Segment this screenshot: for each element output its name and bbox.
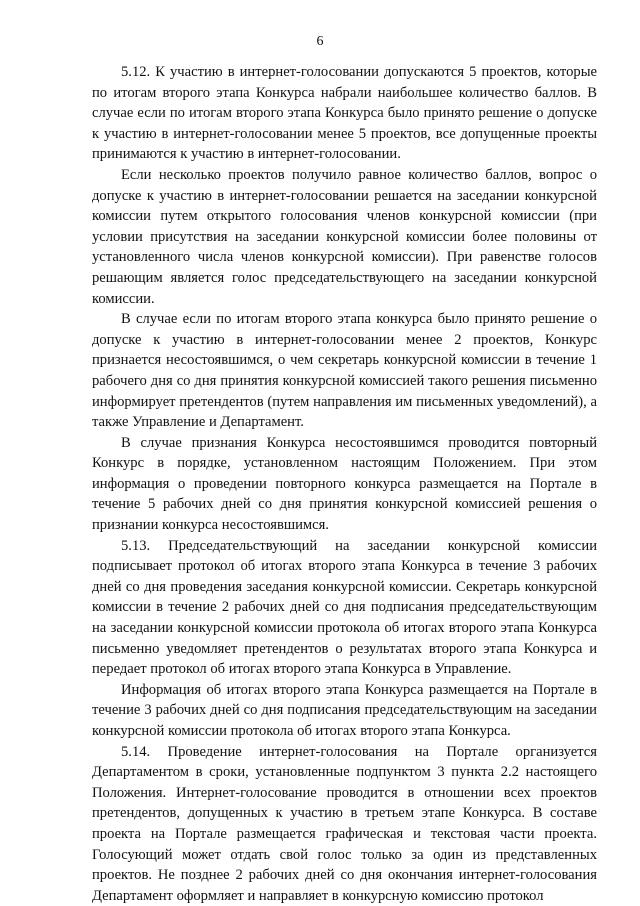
paragraph-failed-contest: В случае если по итогам второго этапа конкурса было принято решение о допуске к участию в интернет-голосовании менее 2 проектов, Конкурс признается несостоявшимся, о чем секретарь конкурсной комиссии в течение 1 рабочего дня со дня принятия конкурсной комиссией такого решения письменно информирует претендентов (путем направления им письменных уведомлений), а также Управление и Департамент. bbox=[92, 311, 597, 431]
paragraph-equal-scores: Если несколько проектов получило равное количество баллов, вопрос о допуске к участию в интернет-голосовании решается на заседании конкурсной комиссии путем открытого голосования членов конкурсной комиссии (при условии присутствия на заседании конкурсной комиссии более половины от установленного числа членов конкурсной комиссии). При равенстве голосов решающим является голос председательствующего на заседании конкурсной комиссии. bbox=[92, 166, 597, 307]
paragraph-5-13: 5.13. Председательствующий на заседании конкурсной комиссии подписывает протокол об итогах второго этапа Конкурса в течение 3 рабочих дней со дня проведения заседания конкурсной комиссии. Секретарь конкурсной комиссии в течение 2 рабочих дней со дня подписания председательствующим на заседании конкурсной комиссии протокола об итогах второго этапа Конкурса письменно уведомляет претендентов о результатах второго этапа Конкурса и передает протокол об итогах второго этапа Конкурса в Управление. bbox=[92, 537, 597, 678]
paragraph-results-publication: Информация об итогах второго этапа Конкурса размещается на Портале в течение 3 рабочих дней со дня подписания председательствующим на заседании конкурсной комиссии протокола об итогах второго этапа Конкурса. bbox=[92, 681, 597, 739]
page-number: 6 bbox=[316, 34, 324, 49]
paragraph-5-12: 5.12. К участию в интернет-голосовании допускаются 5 проектов, которые по итогам второго этапа Конкурса набрали наибольшее количество баллов. В случае если по итогам второго этапа Конкурса было принято решение о допуске к участию в интернет-голосовании менее 5 проектов, все допущенные проекты принимаются к участию в интернет-голосовании. bbox=[92, 64, 597, 163]
paragraph-5-14: 5.14. Проведение интернет-голосования на Портале организуется Департаментом в сроки, установленные подпунктом 3 пункта 2.2 настоящего Положения. Интернет-голосование проводится в отношении всех проектов претендентов, допущенных к участию в третьем этапе Конкурса. В составе проекта на Портале размещается графическая и текстовая части проекта. Голосующий может отдать свой голос только за один из представленных проектов. Не позднее 2 рабочих дней со дня окончания интернет-голосования Департамент оформляет и направляет в конкурсную комиссию протокол bbox=[92, 743, 597, 904]
paragraph-repeat-contest: В случае признания Конкурса несостоявшимся проводится повторный Конкурс в порядке, установленном настоящим Положением. При этом информация о проведении повторного конкурса размещается на Портале в течение 5 рабочих дней со дня принятия конкурсной комиссией решения о признании конкурса несостоявшимся. bbox=[92, 434, 597, 534]
document-body bbox=[92, 62, 597, 906]
